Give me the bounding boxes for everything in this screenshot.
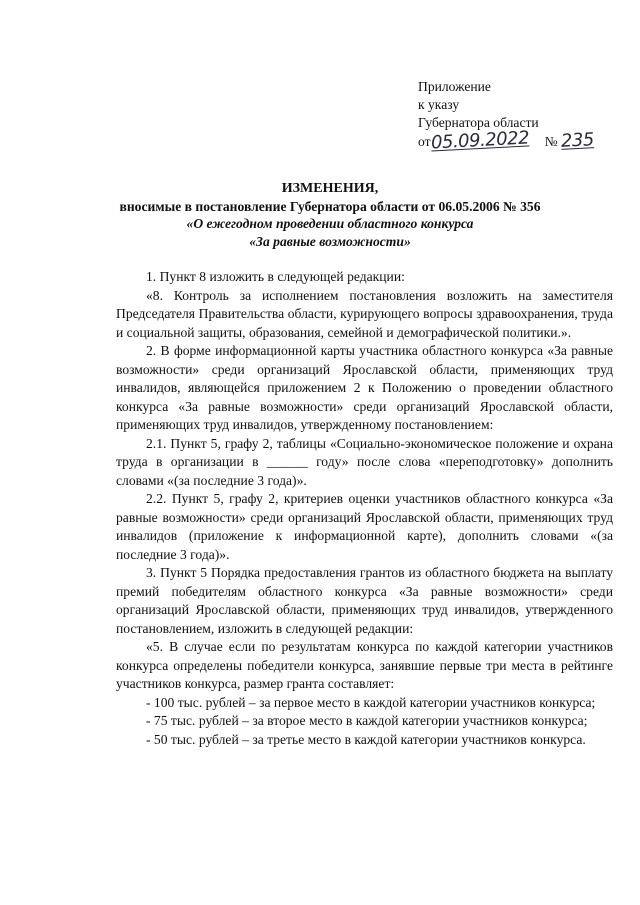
title-line-1: ИЗМЕНЕНИЯ, [281,181,379,196]
paragraph-9: - 75 тыс. рублей – за второе место в каждой категории участников конкурса; [146,713,588,728]
paragraph-6: 3. Пункт 5 Порядка предоставления грантов из областного бюджета на выплату премий победителям областного конкурса «За равные возможности» среди организаций Ярославской области, применяющих труд инвалидов, утвержденного постановлением, изложить в следующей редакции: [116,565,613,636]
appendix-line-2: к указу [418,97,460,112]
paragraph-8: - 100 тыс. рублей – за первое место в каждой категории участников конкурса; [146,694,596,710]
handwritten-date: 05.09.2022 [430,127,530,154]
title-line-2: вносимые в постановление Губернатора области от 06.05.2006 № 356 [119,198,541,214]
handwritten-number: 235 [560,129,595,152]
paragraph-1: 1. Пункт 8 изложить в следующей редакции: [146,269,405,284]
title-line-4: «За равные возможности» [249,233,411,249]
document-body [116,268,613,749]
paragraph-4: 2.1. Пункт 5, графу 2, таблицы «Социально-экономическое положение и охрана труда в организации в ______ году» после слова «переподготовку» дополнить словами «(за последние 3 года)». [116,435,613,488]
appendix-line-3: Губернатора области [418,115,539,130]
appendix-block [418,78,595,154]
title-line-3: «О ежегодном проведении областного конкурса [186,216,474,231]
paragraph-2: «8. Контроль за исполнением постановления возложить на заместителя Председателя Правительства области, курирующего вопросы здравоохранения, труда и социальной защиты, образования, семейной и демографической политики.». [116,287,613,340]
paragraph-3: 2. В форме информационной карты участника областного конкурса «За равные возможности» среди организаций Ярославской области, применяющих труд инвалидов, являющейся приложением 2 к Положению о проведении областного конкурса «За равные возможности» среди организаций Ярославской области, применяющих труд инвалидов, утвержденному постановлением: [116,343,613,432]
date-prefix: от [418,134,431,149]
paragraph-10: - 50 тыс. рублей – за третье место в каждой категории участников конкурса. [146,731,586,747]
paragraph-7: «5. В случае если по результатам конкурса по каждой категории участников конкурса определены победители конкурса, занявшие первые три места в рейтинге участников конкурса, размер гранта составляет: [116,639,613,691]
appendix-line-1: Приложение [418,79,491,94]
document-title [95,180,565,250]
appendix-date-line [418,127,595,154]
number-prefix: № [544,134,558,149]
paragraph-5: 2.2. Пункт 5, графу 2, критериев оценки участников областного конкурса «За равные возможности» среди организаций Ярославской области, применяющих труд инвалидов (приложение к информационной карте), дополнить словами «(за последние 3 года)». [116,491,613,562]
